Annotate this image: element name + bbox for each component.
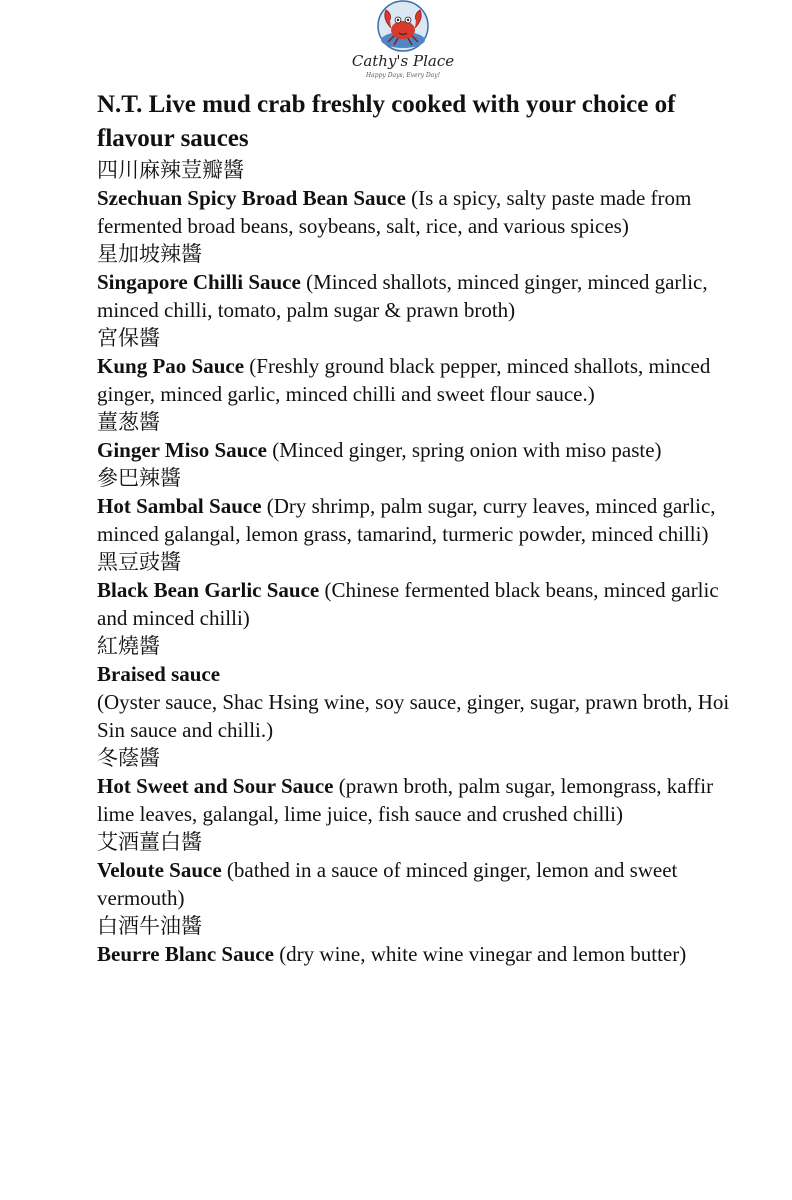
sauce-ingredients: (prawn broth, palm sugar, lemongrass, kaffir lime leaves, galangal, lime juice, fish sauce and crushed chilli)	[97, 774, 714, 826]
sauce-description	[97, 436, 747, 464]
menu-content	[97, 88, 747, 968]
sauce-description	[97, 268, 747, 324]
sauce-ingredients: (Is a spicy, salty paste made from fermented broad beans, soybeans, salt, rice, and various spices)	[97, 186, 692, 238]
sauce-name: Ginger Miso Sauce	[97, 438, 267, 462]
sauce-description	[97, 856, 747, 912]
sauce-name: Kung Pao Sauce	[97, 354, 245, 378]
sauce-chinese-name: 黑豆豉醬	[97, 550, 181, 574]
sauce-item	[97, 744, 747, 828]
sauce-description	[97, 576, 747, 632]
sauce-item	[97, 632, 747, 744]
sauce-ingredients: (Minced ginger, spring onion with miso paste)	[266, 438, 662, 462]
sauce-chinese-name: 星加坡辣醬	[97, 242, 202, 266]
sauce-description	[97, 184, 747, 240]
menu-heading: N.T. Live mud crab freshly cooked with your choice of flavour sauces	[97, 91, 676, 152]
sauce-ingredients: (Oyster sauce, Shac Hsing wine, soy sauce, ginger, sugar, prawn broth, Hoi Sin sauce and chilli.)	[97, 690, 730, 742]
sauce-item	[97, 464, 747, 548]
sauce-ingredients: (Chinese fermented black beans, minced garlic and minced chilli)	[97, 578, 719, 630]
sauce-name: Beurre Blanc Sauce	[97, 942, 274, 966]
sauce-ingredients: (dry wine, white wine vinegar and lemon butter)	[273, 942, 687, 966]
sauce-name: Hot Sweet and Sour Sauce	[97, 774, 334, 798]
sauce-chinese-name: 艾酒薑白醬	[97, 830, 202, 854]
sauce-chinese-name: 冬蔭醬	[97, 746, 160, 770]
sauce-name: Black Bean Garlic Sauce	[97, 578, 320, 602]
sauce-description	[97, 352, 747, 408]
sauce-chinese-name: 紅燒醬	[97, 634, 160, 658]
sauce-name: Singapore Chilli Sauce	[97, 270, 301, 294]
sauce-item	[97, 324, 747, 408]
sauce-description	[97, 492, 747, 548]
sauce-ingredients: (Minced shallots, minced ginger, minced garlic, minced chilli, tomato, palm sugar & prawn broth)	[97, 270, 708, 322]
sauce-item	[97, 828, 747, 912]
sauce-ingredients: (Dry shrimp, palm sugar, curry leaves, minced garlic, minced galangal, lemon grass, tamarind, turmeric powder, minced chilli)	[97, 494, 716, 546]
sauce-ingredients: (Freshly ground black pepper, minced shallots, minced ginger, minced garlic, minced chilli and sweet flour sauce.)	[97, 354, 711, 406]
sauce-item	[97, 912, 747, 968]
sauce-name: Braised sauce	[97, 662, 221, 686]
sauce-list	[97, 156, 747, 968]
sauce-chinese-name: 薑葱醬	[97, 410, 160, 434]
sauce-item	[97, 408, 747, 464]
crab-icon	[348, 0, 458, 56]
sauce-description	[97, 940, 747, 968]
logo-tagline: Happy Days, Every Day!	[365, 72, 441, 79]
sauce-chinese-name: 宮保醬	[97, 326, 160, 350]
sauce-chinese-name: 參巴辣醬	[97, 466, 181, 490]
sauce-ingredients: (bathed in a sauce of minced ginger, lemon and sweet vermouth)	[97, 858, 678, 910]
sauce-name: Veloute Sauce	[97, 858, 222, 882]
sauce-description	[97, 660, 747, 744]
sauce-item	[97, 240, 747, 324]
sauce-description	[97, 772, 747, 828]
logo-brand-name: Cathy's Place	[351, 52, 455, 70]
sauce-chinese-name: 白酒牛油醬	[97, 914, 202, 938]
cathys-place-logo	[348, 0, 458, 84]
sauce-item	[97, 548, 747, 632]
sauce-name: Szechuan Spicy Broad Bean Sauce	[97, 186, 406, 210]
sauce-chinese-name: 四川麻辣荳瓣醬	[97, 158, 244, 182]
sauce-name: Hot Sambal Sauce	[97, 494, 262, 518]
sauce-item	[97, 156, 747, 240]
